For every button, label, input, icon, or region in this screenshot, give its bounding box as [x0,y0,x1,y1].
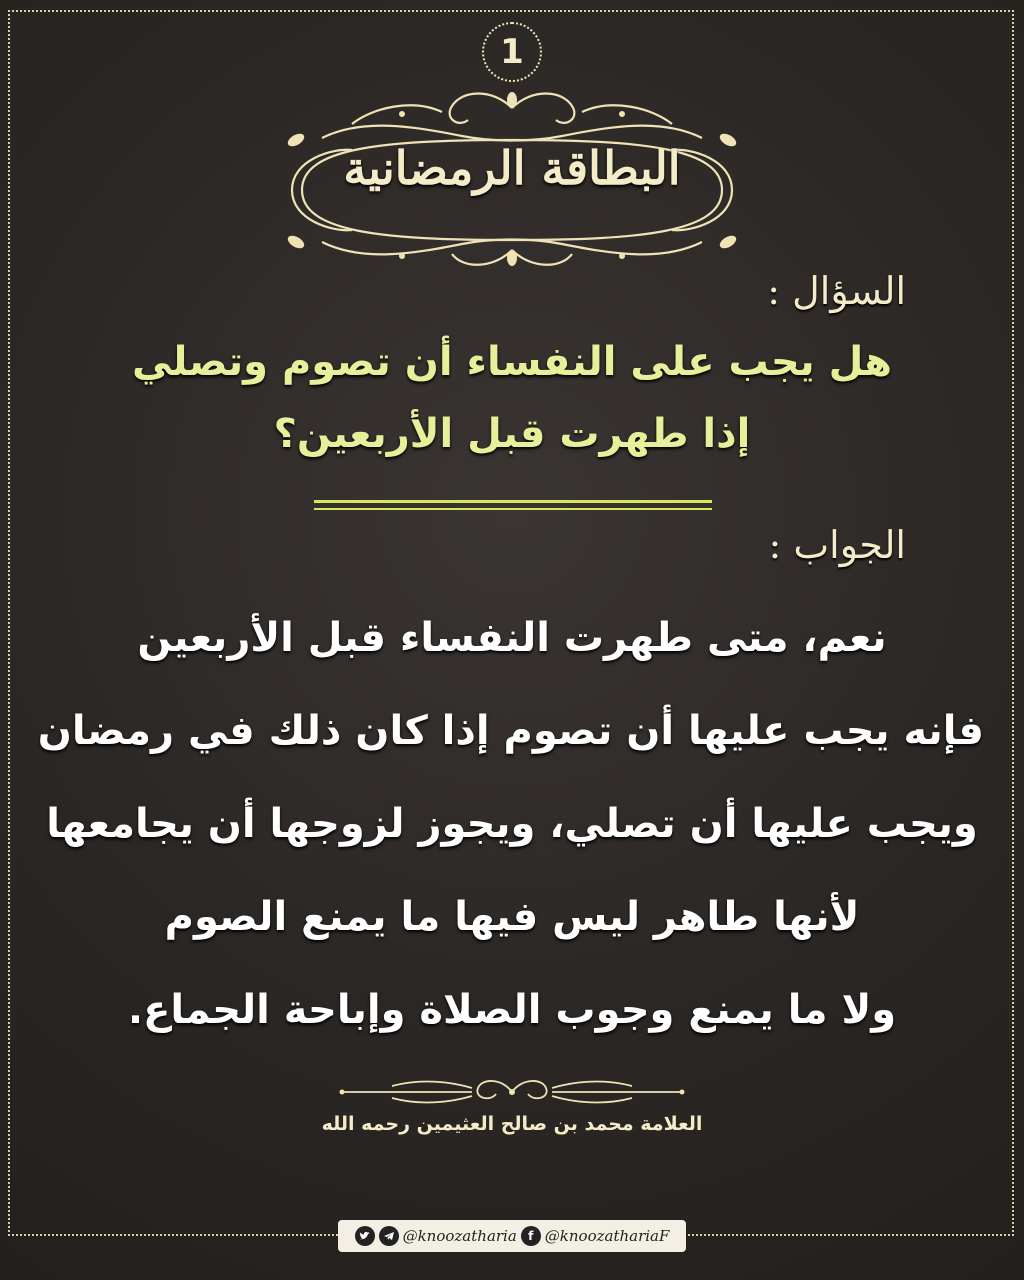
social-handle[interactable]: @knoozatharia [402,1227,517,1245]
question-text [60,326,964,470]
footer-ornament [332,1072,692,1112]
facebook-icon[interactable]: f [521,1226,541,1246]
answer-line: ولا ما يمنع وجوب الصلاة وإباحة الجماع. [127,987,897,1033]
card-number-badge [482,22,542,82]
twitter-icon[interactable] [355,1226,375,1246]
section-divider [314,500,712,503]
answer-line: فإنه يجب عليها أن تصوم إذا كان ذلك في رمضان [37,708,984,754]
social-bar [338,1220,686,1252]
question-label: السؤال : [767,269,906,313]
card-number: 1 [500,32,524,72]
question-line: هل يجب على النفساء أن تصوم وتصلي [131,339,893,385]
answer-line: نعم، متى طهرت النفساء قبل الأربعين [137,615,887,661]
answer-label: الجواب : [768,523,906,567]
answer-line: ويجب عليها أن تصلي، ويجوز لزوجها أن يجامعها [46,801,978,847]
attribution: العلامة محمد بن صالح العثيمين رحمه الله [321,1113,703,1135]
card-title: البطاقة الرمضانية [343,141,681,195]
answer-line: لأنها طاهر ليس فيها ما يمنع الصوم [164,894,860,940]
telegram-icon[interactable] [379,1226,399,1246]
question-line: إذا طهرت قبل الأربعين؟ [273,411,751,457]
answer-text [37,592,984,1057]
section-divider [314,508,712,510]
social-handle[interactable]: @knoozathariaF [544,1227,670,1245]
